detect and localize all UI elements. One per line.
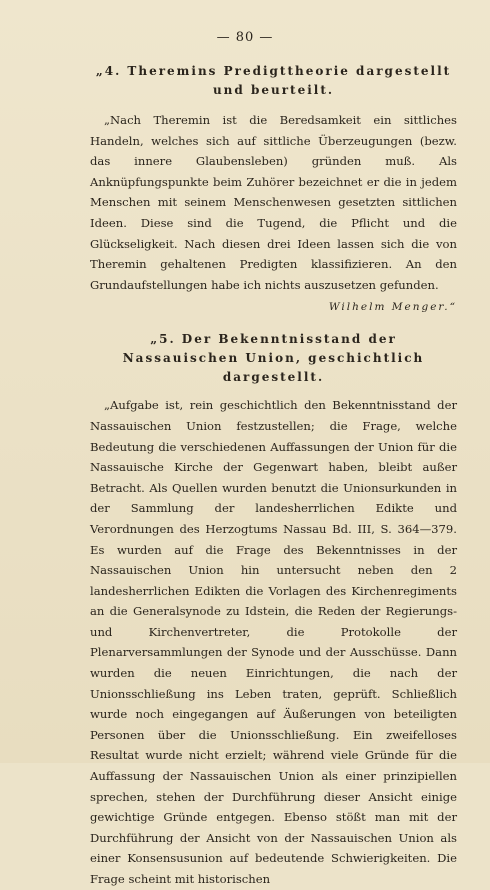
section-4-paragraph-text: „Nach Theremin ist die Beredsamkeit ein sittliches Handeln, welches sich auf sittliche Überzeugungen (bezw. das innere Glaubensleben) gründen muß. Als Anknüpfungspunkte beim Zuhörer bezeichnet er die in jedem Menschen mit seinem Menschenwesen gesetzten sittlichen Ideen. Diese sind die Tugend, die Pflicht und die Glückseligkeit. Nach diesen drei Ideen lassen sich die von Theremin gehaltenen Predigten klassifizieren. An den Grundaufstellungen habe ich nichts auszusetzen gefunden. [90, 113, 457, 292]
section-5-paragraph-text: „Aufgabe ist, rein geschichtlich den Bekenntnisstand der Nassauischen Union festzustellen; die Frage, welche Bedeutung die verschiedenen Auffassungen der Union für die Nassauische Kirche der Gegenwart haben, bleibt außer Betracht. Als Quellen wurden benutzt die Unionsurkunden in der Sammlung der landesherrlichen Edikte und Verordnungen des Herzogtums Nassau Bd. III, S. 364—379. Es wurden auf die Frage des Bekenntnisses in der Nassauischen Union hin untersucht neben den 2 landesherrlichen Edikten die Vorlagen des Kirchenregiments an die Generalsynode zu Idstein, die Reden der Regierungs- und Kirchenvertreter, die Protokolle der Plenarversammlungen der Synode und der Ausschüsse. Dann wurden die neuen Einrichtungen, die nach der Unionsschließung ins Leben traten, geprüft. Schließlich wurde noch eingegangen auf Äußerungen von beteiligten Personen über die Unionsschließung. Ein zweifelloses Resultat wurde nicht erzielt; während viele Gründe für die Auffassung der Nassauischen Union als einer prinzipiellen sprechen, stehen der Durchführung dieser Ansicht einige gewichtige Gründe entgegen. Ebenso stößt man mit der Durchführung der Ansicht von der Nassauischen Union als einer Konsensusunion auf bedeutende Schwierigkeiten. Die Frage scheint mit historischen [90, 398, 457, 886]
section-5-heading: „5. Der Bekenntnisstand der Nassauischen Union, geschichtlich dargestellt. [122, 332, 425, 385]
section-4-paragraph [90, 110, 457, 295]
section-4-heading: „4. Theremins Predigttheorie dargestellt und beurteilt. [95, 64, 452, 97]
section-5-paragraph [90, 395, 457, 889]
section-4-signature: Wilhelm Menger.“ [328, 301, 457, 314]
page-content [90, 62, 457, 890]
page-number: — 80 — [216, 30, 274, 45]
